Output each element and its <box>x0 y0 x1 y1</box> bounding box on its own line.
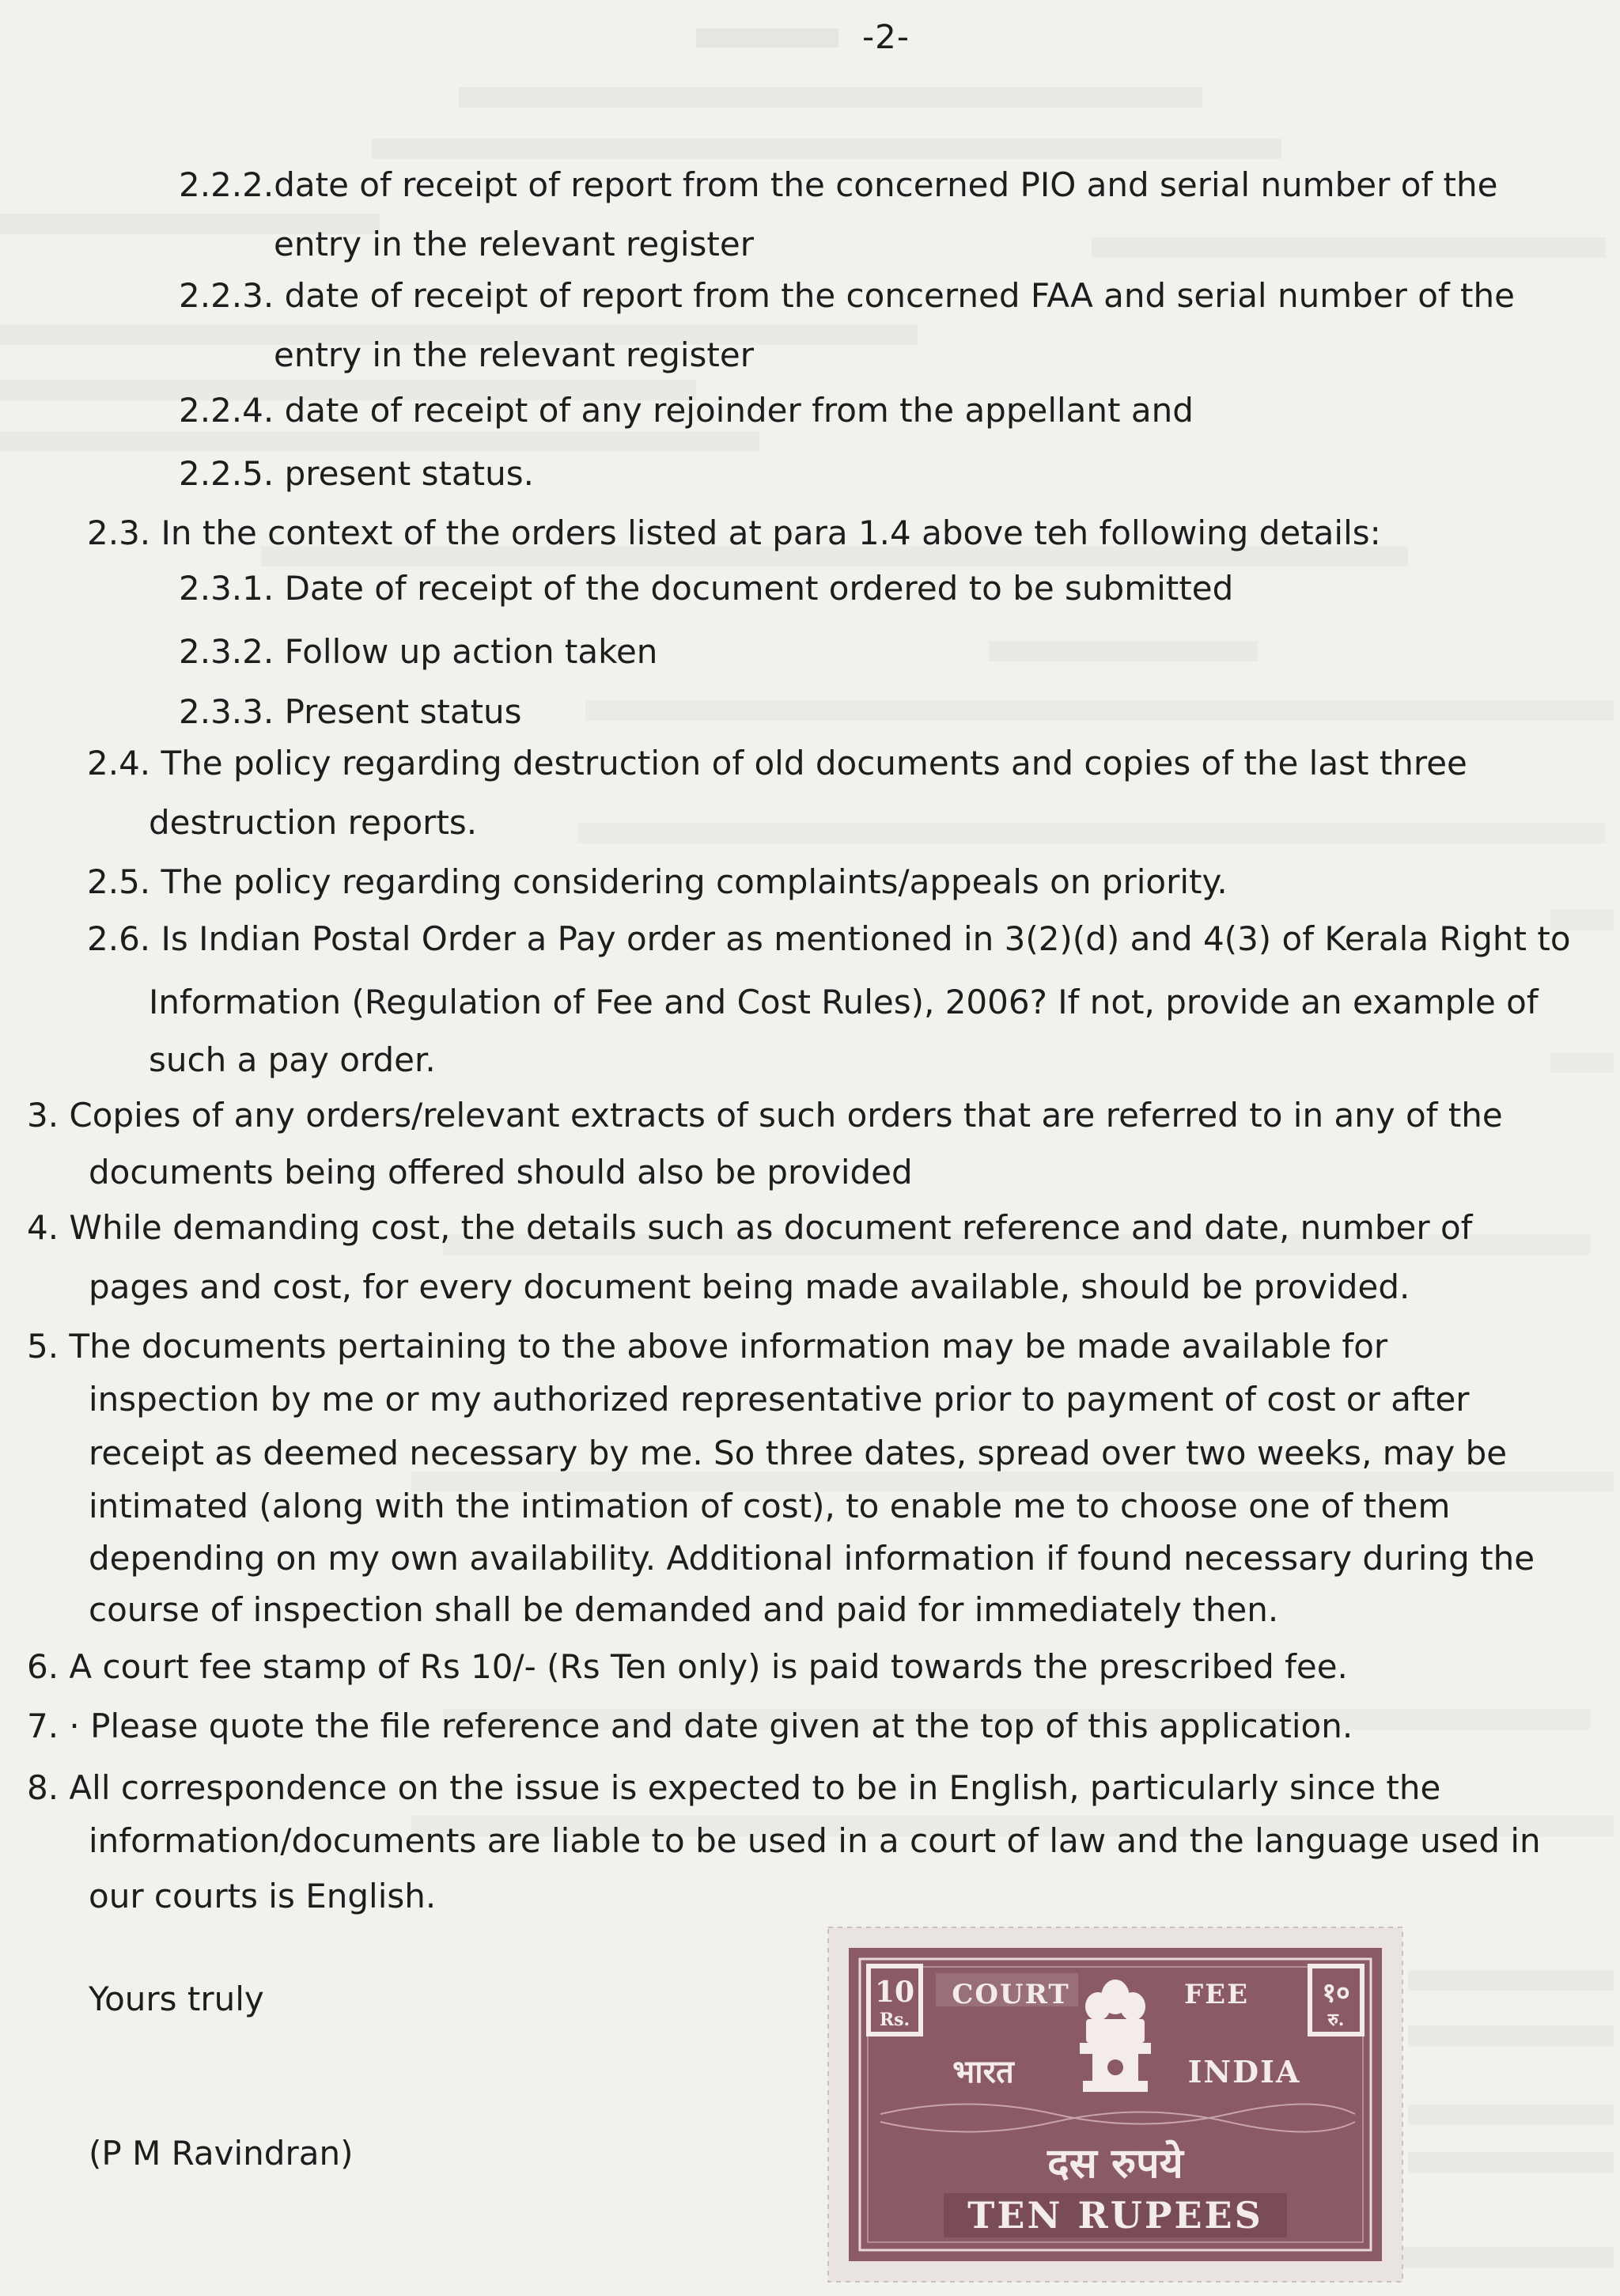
stamp-value-left: 10 <box>874 1976 915 2009</box>
text-line: documents being offered should also be provided <box>89 1153 913 1192</box>
text-line: 8. All correspondence on the issue is expected to be in English, particularly since the <box>27 1768 1441 1807</box>
text-line: 5. The documents pertaining to the above information may be made available for <box>27 1327 1388 1366</box>
text-line: 2.2.4. date of receipt of any rejoinder from the appellant and <box>179 391 1194 430</box>
stamp-english-value: TEN RUPEES <box>967 2194 1263 2237</box>
text-line: 2.4. The policy regarding destruction of old documents and copies of the last three <box>87 744 1467 782</box>
text-line: such a pay order. <box>149 1040 436 1079</box>
text-line: 7. · Please quote the file reference and date given at the top of this application. <box>27 1707 1353 1745</box>
text-line: our courts is English. <box>89 1877 437 1915</box>
text-line: 2.2.3. date of receipt of report from the concerned FAA and serial number of the <box>179 276 1515 315</box>
text-line: 2.6. Is Indian Postal Order a Pay order as mentioned in 3(2)(d) and 4(3) of Kerala Right to <box>87 919 1571 958</box>
stamp-unit-right: रु. <box>1327 2010 1345 2030</box>
stamp-unit-left: Rs. <box>879 2010 910 2030</box>
page-number: -2- <box>862 17 910 56</box>
stamp-hindi-value: दस रुपये <box>1047 2139 1183 2188</box>
text-line: Information (Regulation of Fee and Cost Rules), 2006? If not, provide an example of <box>149 983 1539 1021</box>
stamp-india-label: INDIA <box>1187 2054 1301 2090</box>
text-line: 2.3.2. Follow up action taken <box>179 632 658 671</box>
text-line: receipt as deemed necessary by me. So three dates, spread over two weeks, may be <box>89 1434 1508 1472</box>
text-line: entry in the relevant register <box>274 335 755 374</box>
closing-salutation: Yours truly <box>89 1980 264 2018</box>
text-line: course of inspection shall be demanded and paid for immediately then. <box>89 1590 1279 1629</box>
text-line: information/documents are liable to be used in a court of law and the language used in <box>89 1821 1541 1860</box>
text-line: 6. A court fee stamp of Rs 10/- (Rs Ten only) is paid towards the prescribed fee. <box>27 1647 1348 1686</box>
text-line: 2.3.1. Date of receipt of the document ordered to be submitted <box>179 569 1234 608</box>
stamp-bharat-label: भारत <box>952 2053 1014 2090</box>
signatory-name: (P M Ravindran) <box>89 2134 354 2173</box>
text-line: inspection by me or my authorized representative prior to payment of cost or after <box>89 1380 1470 1419</box>
text-line: 2.2.5. present status. <box>179 454 534 493</box>
stamp-fee-label: FEE <box>1184 1979 1249 2010</box>
text-line: 2.5. The policy regarding considering complaints/appeals on priority. <box>87 862 1228 901</box>
text-line: 4. While demanding cost, the details such as document reference and date, number of <box>27 1208 1473 1247</box>
text-line: 3. Copies of any orders/relevant extracts of such orders that are referred to in any of the <box>27 1096 1503 1135</box>
text-line: entry in the relevant register <box>274 225 755 263</box>
text-line: destruction reports. <box>149 803 478 842</box>
stamp-court-label: COURT <box>952 1979 1070 2010</box>
stamp-value-right: १० <box>1322 1977 1350 2009</box>
text-line: depending on my own availability. Additional information if found necessary during the <box>89 1539 1535 1578</box>
court-fee-stamp <box>825 1924 1406 2285</box>
text-line: intimated (along with the intimation of cost), to enable me to choose one of them <box>89 1487 1451 1525</box>
text-line: 2.3.3. Present status <box>179 692 522 731</box>
text-line: 2.3. In the context of the orders listed at para 1.4 above teh following details: <box>87 513 1381 552</box>
text-line: 2.2.2.date of receipt of report from the concerned PIO and serial number of the <box>179 165 1498 204</box>
text-line: pages and cost, for every document being made available, should be provided. <box>89 1267 1410 1306</box>
